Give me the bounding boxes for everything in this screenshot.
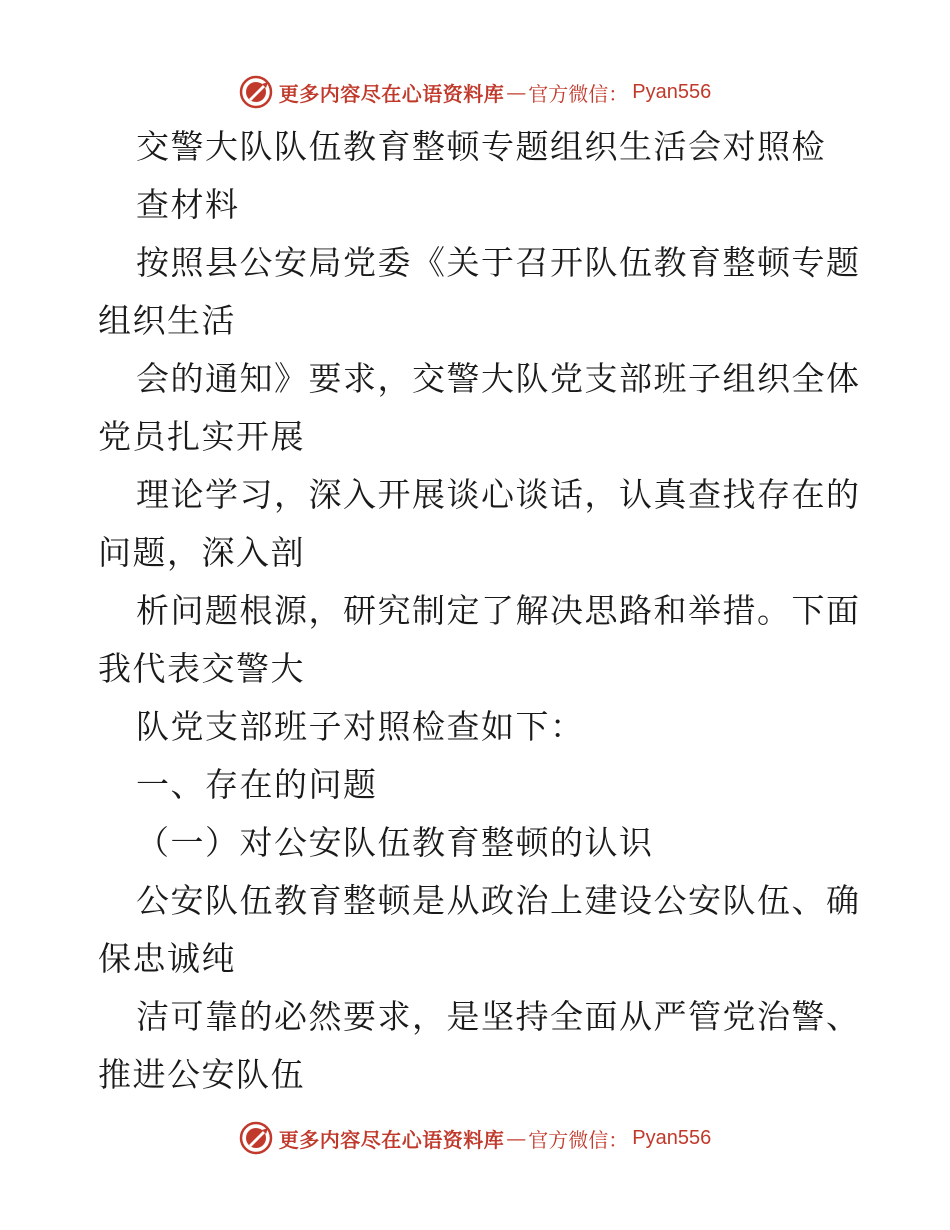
- text-line: （一）对公安队伍教育整顿的认识: [136, 823, 654, 862]
- text-line: 理论学习，深入开展谈心谈话，认真查找存在的: [136, 475, 861, 514]
- banner-wechat-label: 官方微信：: [528, 81, 629, 106]
- pen-seal-logo-icon: [239, 1121, 273, 1155]
- text-line: 交警大队队伍教育整顿专题组织生活会对照检: [136, 127, 826, 166]
- document-body: [98, 118, 861, 1104]
- text-line: 党员扎实开展: [98, 417, 305, 456]
- text-line: 查材料: [136, 185, 240, 224]
- text-line: 我代表交警大: [98, 649, 305, 688]
- text-line: 一、存在的问题: [136, 765, 378, 804]
- header-watermark-banner: [0, 72, 950, 112]
- banner-site-name: 更多内容尽在心语资料库: [278, 81, 505, 106]
- text-line: 组织生活: [98, 301, 236, 340]
- text-line: 会的通知》要求，交警大队党支部班子组织全体: [136, 359, 861, 398]
- banner-separator: —: [506, 80, 527, 104]
- banner-separator: —: [506, 1126, 527, 1150]
- text-line: 公安队伍教育整顿是从政治上建设公安队伍、确: [136, 881, 861, 920]
- banner-wechat-id: Pyan556: [632, 1126, 712, 1149]
- text-line: 推进公安队伍: [98, 1055, 305, 1094]
- text-line: 析问题根源，研究制定了解决思路和举措。下面: [136, 591, 861, 630]
- pen-seal-logo-icon: [239, 75, 273, 109]
- banner-wechat-id: Pyan556: [632, 80, 712, 103]
- footer-watermark-banner: [0, 1118, 950, 1158]
- text-line: 问题，深入剖: [98, 533, 305, 572]
- banner-site-name: 更多内容尽在心语资料库: [278, 1127, 505, 1152]
- banner-wechat-label: 官方微信：: [528, 1127, 629, 1152]
- text-line: 队党支部班子对照检查如下：: [136, 707, 585, 746]
- text-line: 保忠诚纯: [98, 939, 236, 978]
- text-line: 按照县公安局党委《关于召开队伍教育整顿专题: [136, 243, 861, 282]
- text-line: 洁可靠的必然要求，是坚持全面从严管党治警、: [136, 997, 861, 1036]
